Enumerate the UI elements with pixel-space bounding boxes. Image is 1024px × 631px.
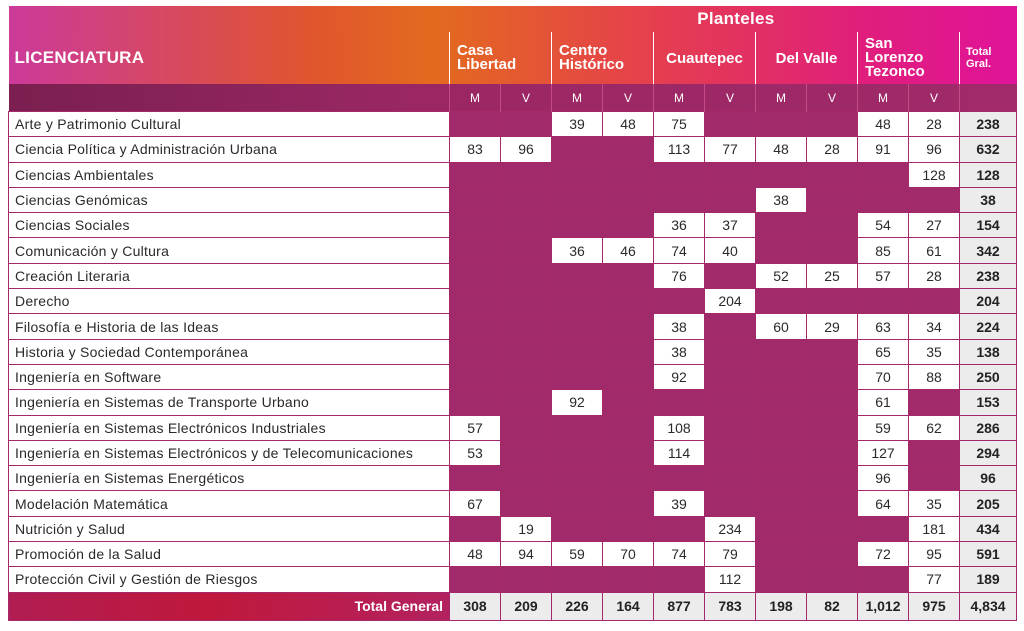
campus-header-cuautepec (654, 32, 756, 84)
enrollment-cell: 128 (909, 162, 960, 187)
table-row (9, 187, 1017, 212)
empty-cell (603, 137, 654, 162)
table-row (9, 440, 1017, 465)
empty-cell (552, 516, 603, 541)
empty-cell (756, 390, 807, 415)
empty-cell (807, 466, 858, 491)
enrollment-cell: 96 (909, 137, 960, 162)
empty-cell (501, 390, 552, 415)
enrollment-cell: 62 (909, 415, 960, 440)
empty-cell (501, 112, 552, 137)
enrollment-cell: 61 (858, 390, 909, 415)
shift-m-header: M (756, 84, 807, 112)
empty-cell (552, 415, 603, 440)
empty-cell (807, 567, 858, 592)
empty-cell (807, 339, 858, 364)
empty-cell (807, 542, 858, 567)
empty-cell (705, 339, 756, 364)
enrollment-cell: 127 (858, 440, 909, 465)
enrollment-cell: 39 (654, 491, 705, 516)
enrollment-cell: 95 (909, 542, 960, 567)
empty-cell (909, 289, 960, 314)
empty-cell (603, 289, 654, 314)
row-total-cell: 286 (960, 415, 1017, 440)
empty-cell (501, 466, 552, 491)
empty-cell (450, 339, 501, 364)
campus-name-line: Histórico (559, 56, 625, 73)
enrollment-cell: 53 (450, 440, 501, 465)
empty-cell (909, 440, 960, 465)
empty-cell (501, 364, 552, 389)
table-row (9, 542, 1017, 567)
table-row (9, 466, 1017, 491)
shift-total-spacer (960, 84, 1017, 112)
planteles-header-row (9, 6, 1017, 32)
program-name: Promoción de la Salud (9, 542, 450, 567)
total-cell: 877 (654, 592, 705, 620)
empty-cell (858, 289, 909, 314)
enrollment-cell: 94 (501, 542, 552, 567)
empty-cell (858, 162, 909, 187)
empty-cell (552, 314, 603, 339)
enrollment-cell: 38 (654, 314, 705, 339)
total-cell: 198 (756, 592, 807, 620)
row-total-cell: 38 (960, 187, 1017, 212)
empty-cell (450, 364, 501, 389)
empty-cell (705, 491, 756, 516)
empty-cell (807, 213, 858, 238)
empty-cell (705, 314, 756, 339)
enrollment-cell: 67 (450, 491, 501, 516)
table-row (9, 567, 1017, 592)
empty-cell (807, 390, 858, 415)
campus-name-line: Libertad (457, 56, 517, 73)
enrollment-cell: 57 (858, 263, 909, 288)
program-name: Nutrición y Salud (9, 516, 450, 541)
enrollment-cell: 63 (858, 314, 909, 339)
empty-cell (756, 567, 807, 592)
enrollment-cell: 92 (654, 364, 705, 389)
empty-cell (654, 516, 705, 541)
licenciatura-header: LICENCIATURA (14, 48, 145, 67)
total-cell: 308 (450, 592, 501, 620)
campus-name-line: Casa (457, 42, 493, 59)
enrollment-cell: 61 (909, 238, 960, 263)
enrollment-cell: 40 (705, 238, 756, 263)
enrollment-cell: 74 (654, 542, 705, 567)
enrollment-cell: 57 (450, 415, 501, 440)
table-row (9, 364, 1017, 389)
empty-cell (552, 339, 603, 364)
program-name: Ciencias Genómicas (9, 187, 450, 212)
empty-cell (552, 466, 603, 491)
column-header-row (9, 32, 1017, 84)
total-cell: 209 (501, 592, 552, 620)
campus-name-line: Cuautepec (666, 49, 743, 67)
enrollment-cell: 54 (858, 213, 909, 238)
table-row (9, 263, 1017, 288)
total-general-row (9, 592, 1017, 620)
empty-cell (552, 491, 603, 516)
shift-m-header: M (450, 84, 501, 112)
empty-cell (450, 466, 501, 491)
row-total-cell: 250 (960, 364, 1017, 389)
total-cell: 164 (603, 592, 654, 620)
shift-m-header: M (654, 84, 705, 112)
empty-cell (603, 491, 654, 516)
empty-cell (807, 162, 858, 187)
empty-cell (552, 187, 603, 212)
empty-cell (603, 213, 654, 238)
total-cell: 82 (807, 592, 858, 620)
empty-cell (552, 137, 603, 162)
total-general-label: Total General (9, 592, 450, 620)
empty-cell (909, 390, 960, 415)
empty-cell (450, 516, 501, 541)
campus-header-del-valle (756, 32, 858, 84)
empty-cell (756, 364, 807, 389)
enrollment-cell: 38 (756, 187, 807, 212)
table-row (9, 339, 1017, 364)
empty-cell (603, 440, 654, 465)
shift-v-header: V (501, 84, 552, 112)
program-name: Filosofía e Historia de las Ideas (9, 314, 450, 339)
enrollment-cell: 48 (756, 137, 807, 162)
empty-cell (654, 162, 705, 187)
program-name: Modelación Matemática (9, 491, 450, 516)
empty-cell (756, 238, 807, 263)
empty-cell (501, 162, 552, 187)
empty-cell (450, 289, 501, 314)
total-header-line: Total (966, 46, 992, 58)
planteles-title: Planteles (697, 9, 775, 28)
empty-cell (603, 415, 654, 440)
empty-cell (807, 364, 858, 389)
empty-cell (705, 440, 756, 465)
shift-v-header: V (603, 84, 654, 112)
enrollment-cell: 52 (756, 263, 807, 288)
empty-cell (603, 466, 654, 491)
empty-cell (552, 213, 603, 238)
empty-cell (705, 187, 756, 212)
empty-cell (552, 567, 603, 592)
empty-cell (501, 567, 552, 592)
enrollment-cell: 83 (450, 137, 501, 162)
row-total-cell: 204 (960, 289, 1017, 314)
empty-cell (909, 187, 960, 212)
empty-cell (654, 187, 705, 212)
enrollment-cell: 27 (909, 213, 960, 238)
empty-cell (603, 390, 654, 415)
empty-cell (552, 440, 603, 465)
empty-cell (807, 112, 858, 137)
shift-v-header: V (807, 84, 858, 112)
program-name: Protección Civil y Gestión de Riesgos (9, 567, 450, 592)
row-total-cell: 128 (960, 162, 1017, 187)
empty-cell (603, 339, 654, 364)
table-row (9, 289, 1017, 314)
empty-cell (501, 238, 552, 263)
enrollment-cell: 36 (552, 238, 603, 263)
empty-cell (909, 466, 960, 491)
empty-cell (858, 516, 909, 541)
row-total-cell: 153 (960, 390, 1017, 415)
shift-header-row (9, 84, 1017, 112)
program-name: Arte y Patrimonio Cultural (9, 112, 450, 137)
enrollment-table (8, 6, 1017, 621)
enrollment-cell: 39 (552, 112, 603, 137)
row-total-cell: 434 (960, 516, 1017, 541)
enrollment-cell: 234 (705, 516, 756, 541)
enrollment-cell: 70 (603, 542, 654, 567)
empty-cell (603, 314, 654, 339)
table-row (9, 390, 1017, 415)
row-total-cell: 238 (960, 263, 1017, 288)
program-name: Ingeniería en Sistemas de Transporte Urbano (9, 390, 450, 415)
empty-cell (450, 187, 501, 212)
empty-cell (807, 187, 858, 212)
empty-cell (654, 289, 705, 314)
enrollment-cell: 28 (909, 263, 960, 288)
total-cell: 226 (552, 592, 603, 620)
enrollment-cell: 181 (909, 516, 960, 541)
enrollment-cell: 19 (501, 516, 552, 541)
enrollment-cell: 108 (654, 415, 705, 440)
enrollment-cell: 48 (450, 542, 501, 567)
empty-cell (501, 440, 552, 465)
empty-cell (501, 314, 552, 339)
table-row (9, 112, 1017, 137)
enrollment-cell: 112 (705, 567, 756, 592)
empty-cell (501, 339, 552, 364)
row-total-cell: 294 (960, 440, 1017, 465)
enrollment-cell: 96 (858, 466, 909, 491)
empty-cell (450, 213, 501, 238)
empty-cell (450, 314, 501, 339)
campus-name-line: Del Valle (775, 49, 838, 67)
enrollment-cell: 59 (552, 542, 603, 567)
empty-cell (756, 516, 807, 541)
empty-cell (603, 187, 654, 212)
total-cell: 975 (909, 592, 960, 620)
empty-cell (756, 289, 807, 314)
row-total-cell: 591 (960, 542, 1017, 567)
enrollment-cell: 48 (603, 112, 654, 137)
empty-cell (603, 516, 654, 541)
empty-cell (705, 162, 756, 187)
enrollment-cell: 48 (858, 112, 909, 137)
table-row (9, 238, 1017, 263)
enrollment-cell: 59 (858, 415, 909, 440)
total-general-header (960, 32, 1017, 84)
enrollment-cell: 46 (603, 238, 654, 263)
campus-name-line: Centro (559, 42, 608, 59)
empty-cell (756, 491, 807, 516)
row-total-cell: 96 (960, 466, 1017, 491)
empty-cell (450, 263, 501, 288)
total-cell: 783 (705, 592, 756, 620)
enrollment-cell: 88 (909, 364, 960, 389)
enrollment-cell: 91 (858, 137, 909, 162)
empty-cell (705, 364, 756, 389)
empty-cell (603, 364, 654, 389)
table-row (9, 314, 1017, 339)
enrollment-cell: 29 (807, 314, 858, 339)
enrollment-cell: 72 (858, 542, 909, 567)
row-total-cell: 342 (960, 238, 1017, 263)
program-name: Derecho (9, 289, 450, 314)
campus-name-line: Tezonco (865, 63, 925, 80)
empty-cell (501, 213, 552, 238)
empty-cell (756, 466, 807, 491)
enrollment-cell: 204 (705, 289, 756, 314)
row-total-cell: 238 (960, 112, 1017, 137)
empty-cell (501, 289, 552, 314)
enrollment-cell: 113 (654, 137, 705, 162)
empty-cell (858, 187, 909, 212)
enrollment-cell: 36 (654, 213, 705, 238)
row-total-cell: 224 (960, 314, 1017, 339)
campus-header-casa-libertad (450, 32, 552, 84)
table-row (9, 137, 1017, 162)
empty-cell (705, 415, 756, 440)
empty-cell (756, 162, 807, 187)
enrollment-cell: 25 (807, 263, 858, 288)
program-name: Creación Literaria (9, 263, 450, 288)
empty-cell (450, 162, 501, 187)
table-row (9, 516, 1017, 541)
enrollment-cell: 60 (756, 314, 807, 339)
row-total-cell: 632 (960, 137, 1017, 162)
empty-cell (756, 415, 807, 440)
empty-cell (858, 567, 909, 592)
enrollment-cell: 35 (909, 339, 960, 364)
program-name: Comunicación y Cultura (9, 238, 450, 263)
enrollment-cell: 77 (909, 567, 960, 592)
program-name: Ingeniería en Software (9, 364, 450, 389)
empty-cell (807, 440, 858, 465)
enrollment-cell: 85 (858, 238, 909, 263)
empty-cell (552, 289, 603, 314)
table-row (9, 162, 1017, 187)
empty-cell (807, 516, 858, 541)
empty-cell (807, 289, 858, 314)
empty-cell (603, 567, 654, 592)
total-header-line: Gral. (966, 58, 992, 70)
empty-cell (807, 491, 858, 516)
enrollment-cell: 34 (909, 314, 960, 339)
table-row (9, 491, 1017, 516)
enrollment-cell: 38 (654, 339, 705, 364)
empty-cell (450, 390, 501, 415)
shift-v-header: V (705, 84, 756, 112)
empty-cell (450, 567, 501, 592)
shift-v-header: V (909, 84, 960, 112)
enrollment-cell: 70 (858, 364, 909, 389)
row-total-cell: 205 (960, 491, 1017, 516)
enrollment-cell: 79 (705, 542, 756, 567)
empty-cell (705, 466, 756, 491)
empty-cell (807, 415, 858, 440)
enrollment-cell: 92 (552, 390, 603, 415)
empty-cell (603, 162, 654, 187)
program-name: Ingeniería en Sistemas Energéticos (9, 466, 450, 491)
enrollment-cell: 37 (705, 213, 756, 238)
enrollment-cell: 35 (909, 491, 960, 516)
enrollment-cell: 75 (654, 112, 705, 137)
empty-cell (756, 440, 807, 465)
empty-cell (756, 213, 807, 238)
empty-cell (603, 263, 654, 288)
campus-name-line: Lorenzo (865, 49, 924, 66)
program-name: Ciencia Política y Administración Urbana (9, 137, 450, 162)
empty-cell (501, 491, 552, 516)
enrollment-cell: 65 (858, 339, 909, 364)
empty-cell (756, 112, 807, 137)
empty-cell (756, 542, 807, 567)
total-cell: 1,012 (858, 592, 909, 620)
enrollment-cell: 64 (858, 491, 909, 516)
empty-cell (450, 238, 501, 263)
empty-cell (807, 238, 858, 263)
shift-m-header: M (552, 84, 603, 112)
enrollment-cell: 76 (654, 263, 705, 288)
program-name: Historia y Sociedad Contemporánea (9, 339, 450, 364)
empty-cell (552, 263, 603, 288)
campus-name-line: San (865, 35, 893, 52)
empty-cell (552, 364, 603, 389)
enrollment-cell: 77 (705, 137, 756, 162)
empty-cell (654, 567, 705, 592)
enrollment-cell: 114 (654, 440, 705, 465)
empty-cell (705, 390, 756, 415)
table-row (9, 213, 1017, 238)
row-total-cell: 154 (960, 213, 1017, 238)
row-total-cell: 138 (960, 339, 1017, 364)
table-row (9, 415, 1017, 440)
campus-header-centro-historico (552, 32, 654, 84)
empty-cell (552, 162, 603, 187)
enrollment-cell: 96 (501, 137, 552, 162)
empty-cell (501, 263, 552, 288)
enrollment-table-wrapper (8, 6, 1016, 621)
campus-header-san-lorenzo-tezonco (858, 32, 960, 84)
empty-cell (756, 339, 807, 364)
program-name: Ciencias Ambientales (9, 162, 450, 187)
program-name: Ingeniería en Sistemas Electrónicos y de Telecomunicaciones (9, 440, 450, 465)
enrollment-cell: 28 (807, 137, 858, 162)
empty-cell (654, 466, 705, 491)
shift-m-header: M (858, 84, 909, 112)
program-name: Ciencias Sociales (9, 213, 450, 238)
empty-cell (654, 390, 705, 415)
shift-header-spacer (9, 84, 450, 112)
empty-cell (450, 112, 501, 137)
empty-cell (705, 112, 756, 137)
enrollment-cell: 28 (909, 112, 960, 137)
row-total-cell: 189 (960, 567, 1017, 592)
grand-total-cell: 4,834 (960, 592, 1017, 620)
empty-cell (501, 187, 552, 212)
enrollment-cell: 74 (654, 238, 705, 263)
empty-cell (501, 415, 552, 440)
table-body (9, 112, 1017, 593)
program-name: Ingeniería en Sistemas Electrónicos Industriales (9, 415, 450, 440)
empty-cell (705, 263, 756, 288)
